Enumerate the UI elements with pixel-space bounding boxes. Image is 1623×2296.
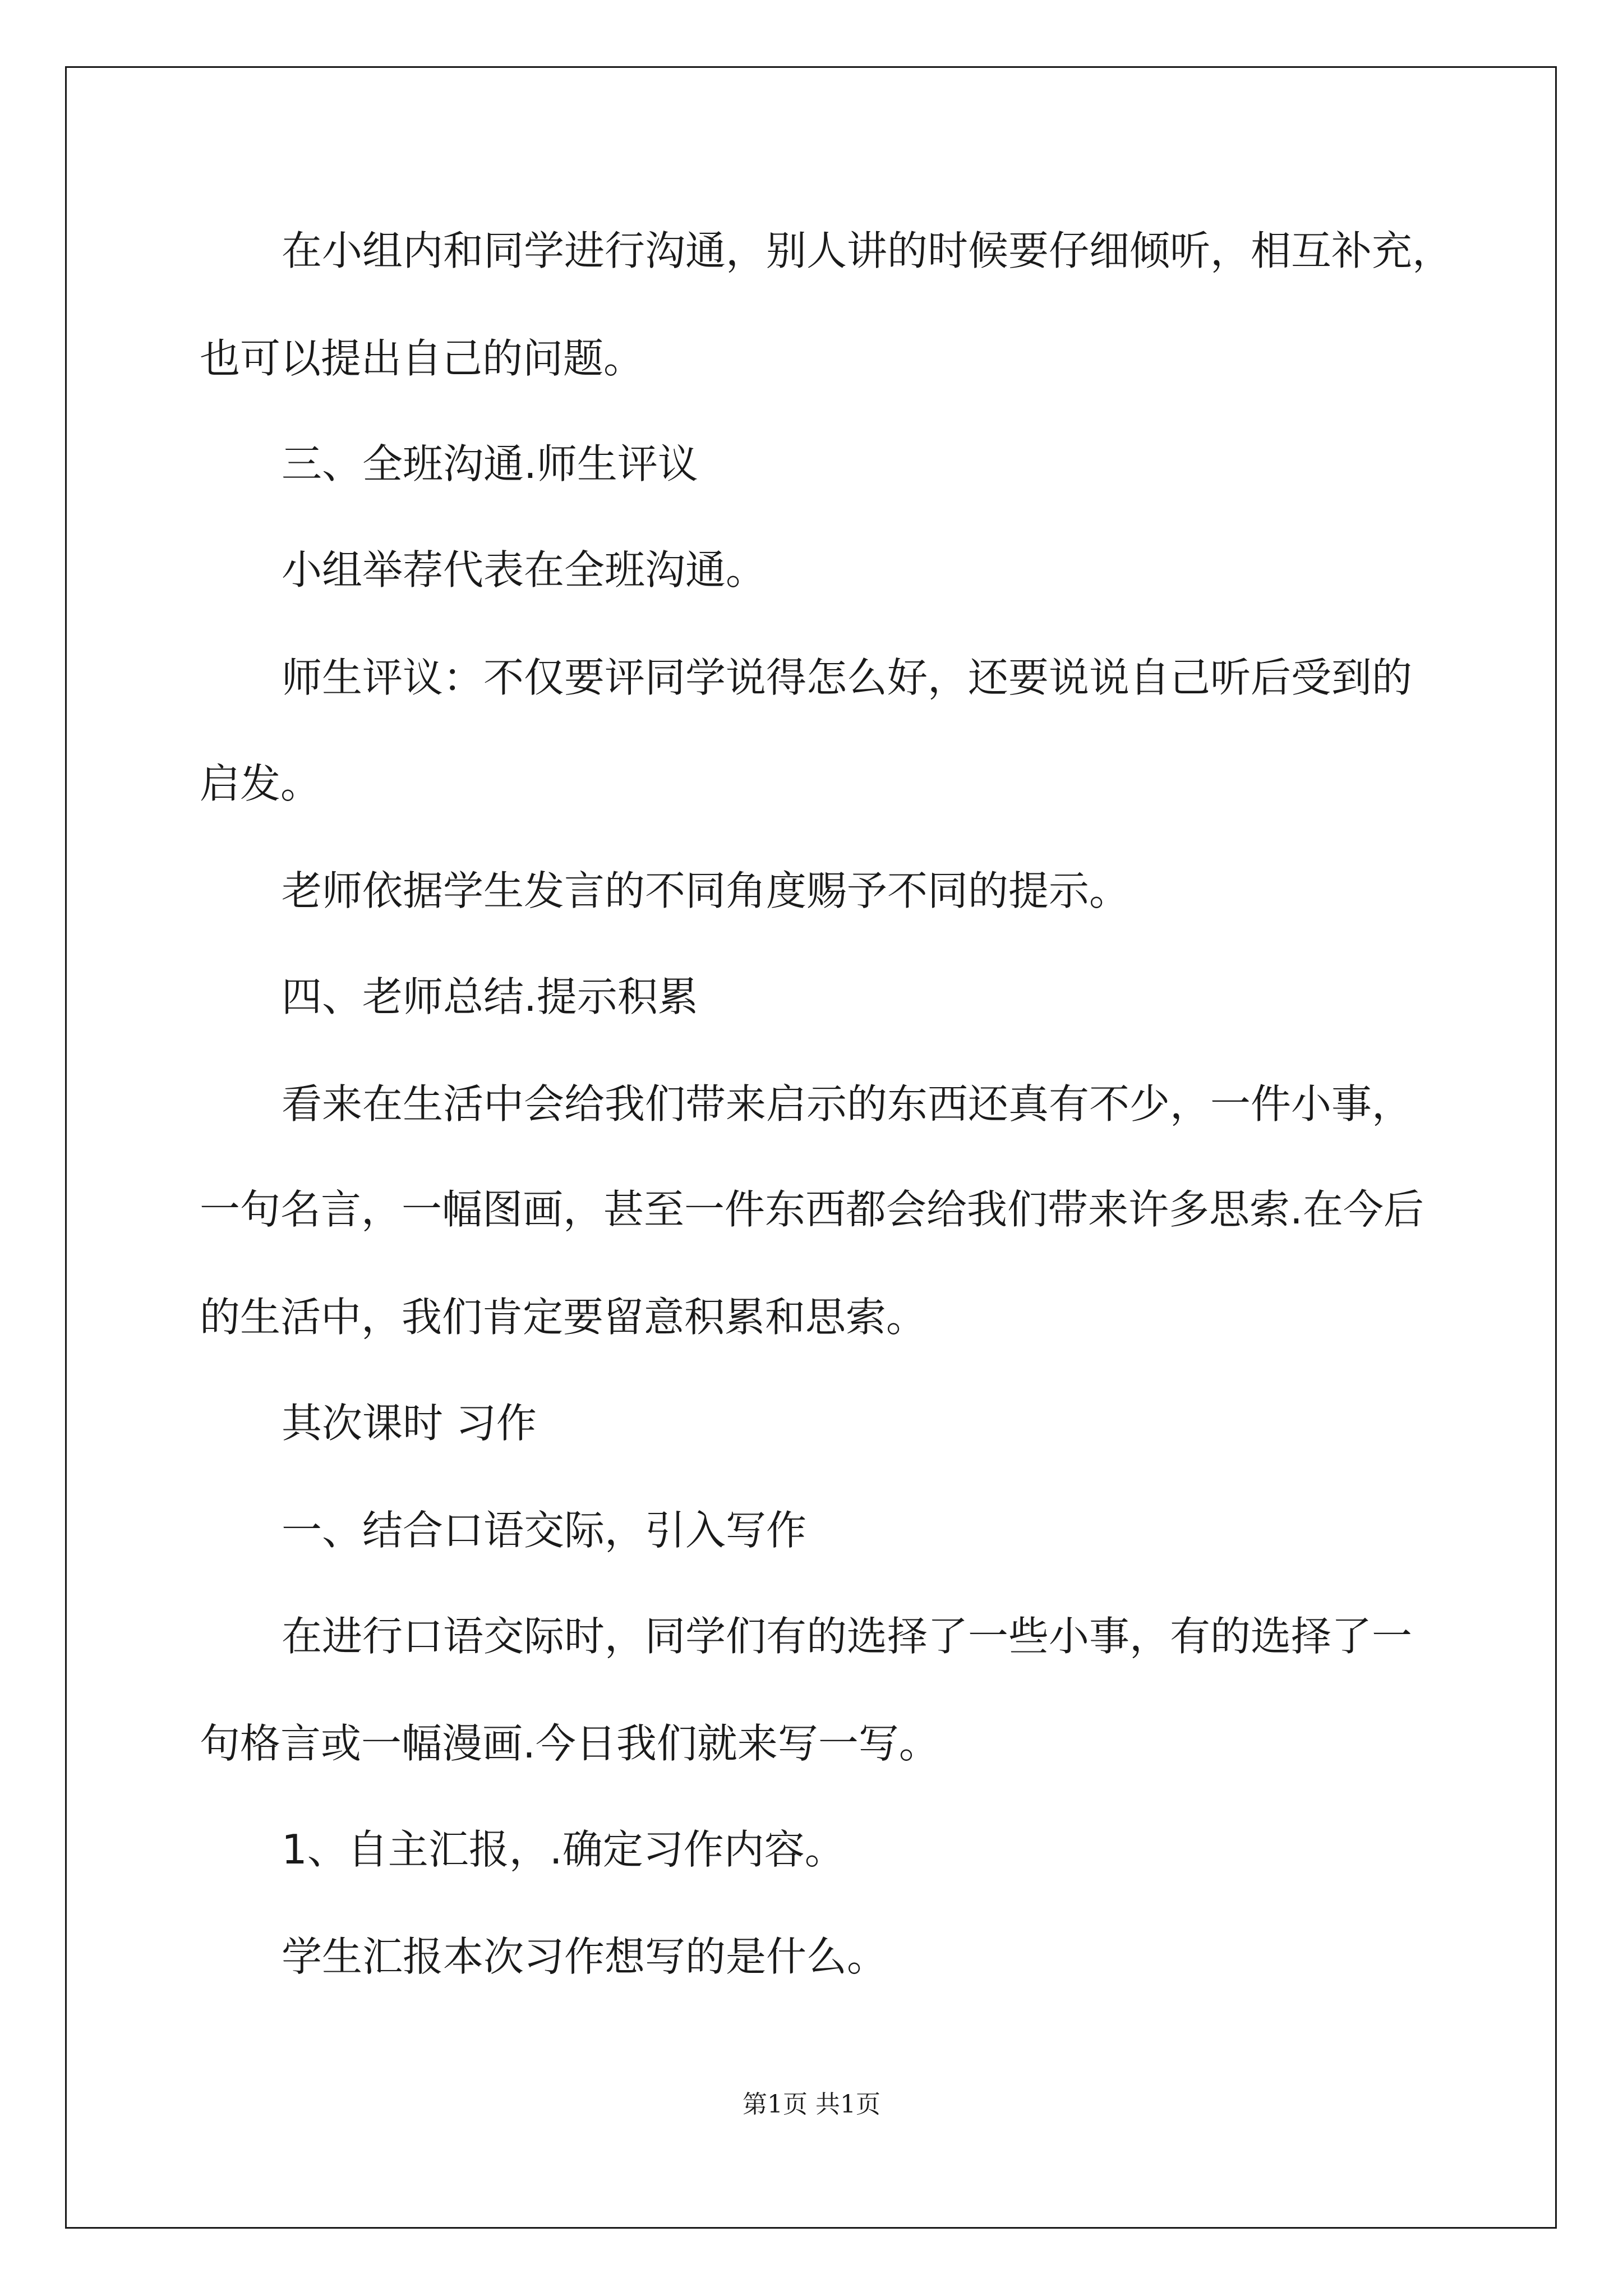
page-border (65, 66, 1557, 2229)
paragraph-line: 在进行口语交际时，同学们有的选择了一些小事，有的选择了一 (282, 1613, 1413, 1660)
paragraph-line: 的生活中，我们肯定要留意积累和思索。 (200, 1294, 927, 1341)
paragraph-line: 也可以提出自己的问题。 (200, 335, 644, 382)
paragraph-line: 老师依据学生发言的不同角度赐予不同的提示。 (282, 867, 1130, 914)
section-heading: 其次课时 习作 (282, 1400, 537, 1447)
paragraph-line: 在小组内和同学进行沟通，别人讲的时候要仔细倾听，相互补充， (282, 227, 1453, 274)
list-item: 1、自主汇报，.确定习作内容。 (282, 1826, 845, 1873)
paragraph-line: 师生评议：不仅要评同学说得怎么好，还要说说自己听后受到的 (282, 654, 1413, 701)
page-number: 第1页 共1页 (743, 2090, 880, 2119)
paragraph-line: 小组举荐代表在全班沟通。 (282, 546, 767, 593)
section-heading: 三、全班沟通.师生评议 (282, 440, 698, 487)
paragraph-line: 学生汇报本次习作想写的是什么。 (282, 1933, 888, 1980)
paragraph-line: 句格言或一幅漫画.今日我们就来写一写。 (200, 1720, 939, 1767)
paragraph-line: 一句名言，一幅图画，甚至一件东西都会给我们带来许多思索.在今后 (200, 1186, 1424, 1233)
section-heading: 一、结合口语交际，引入写作 (282, 1507, 807, 1554)
paragraph-line: 启发。 (200, 760, 321, 807)
section-heading: 四、老师总结.提示积累 (282, 973, 698, 1020)
paragraph-line: 看来在生活中会给我们带来启示的东西还真有不少，一件小事， (282, 1080, 1413, 1128)
